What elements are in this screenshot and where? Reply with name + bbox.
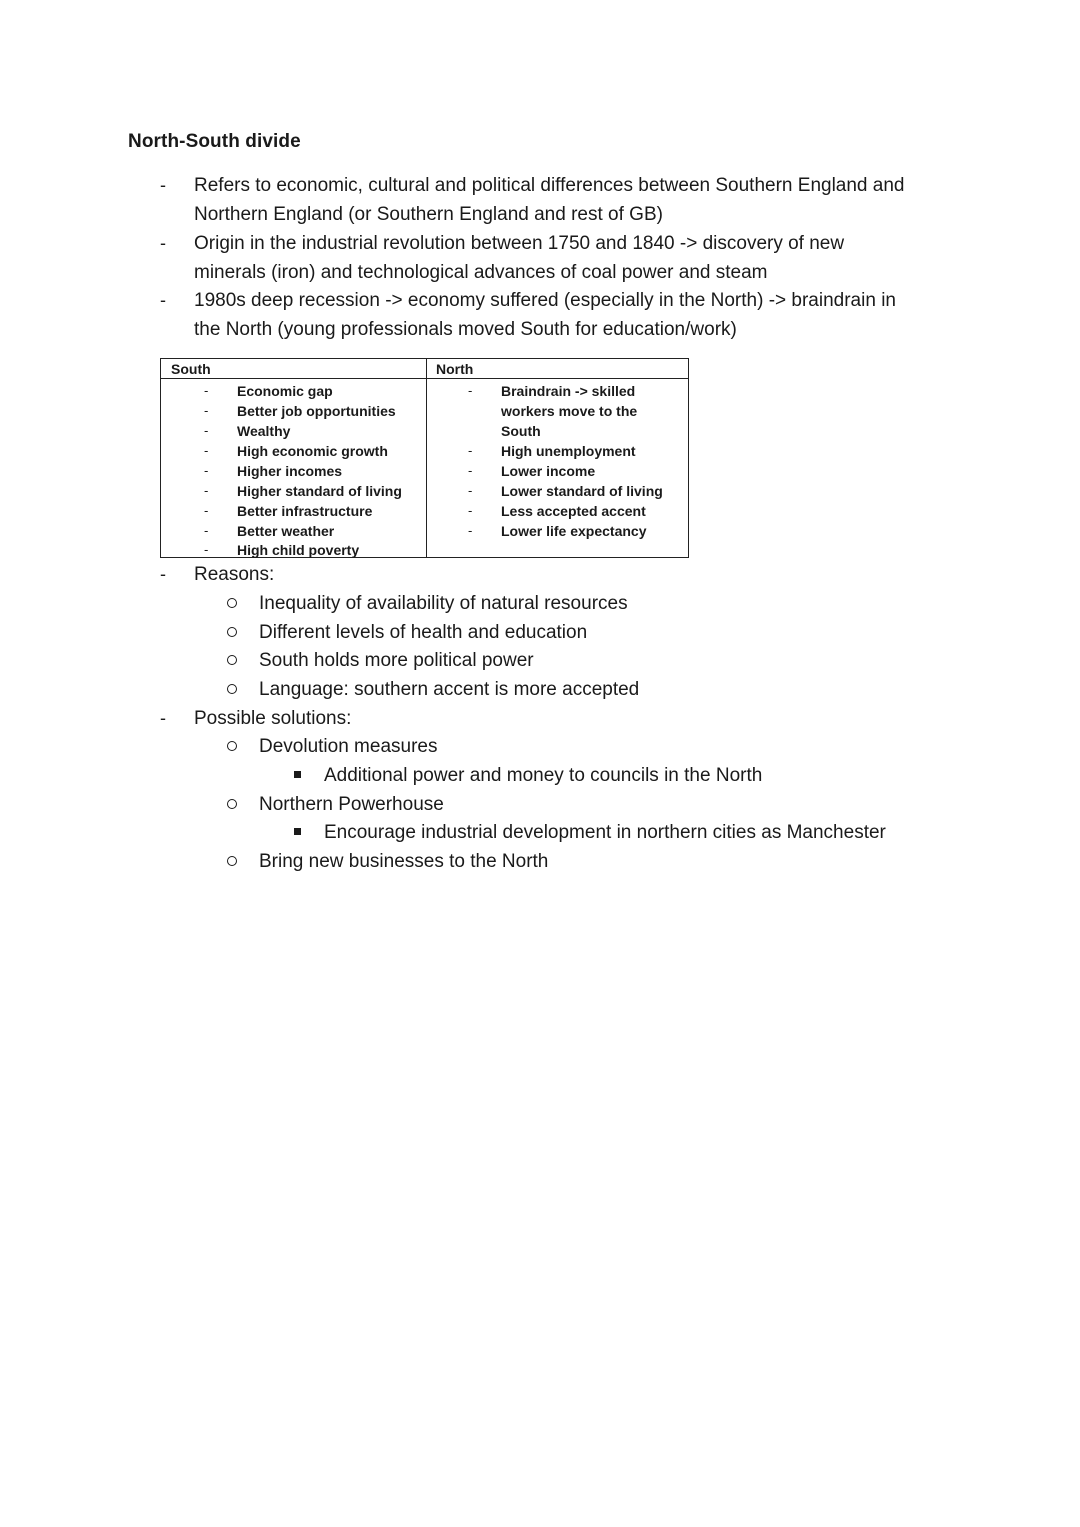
- square-bullet-icon: [294, 828, 301, 835]
- dash-marker: -: [160, 564, 166, 584]
- table-header-south: South: [171, 361, 211, 377]
- dash-marker: -: [204, 542, 209, 557]
- reason-text: Different levels of health and education: [259, 622, 588, 643]
- solution-text: Devolution measures: [259, 736, 438, 757]
- reason-text: South holds more political power: [259, 650, 534, 671]
- list-item: Lower standard of living: [501, 483, 663, 499]
- circle-bullet-icon: [227, 799, 237, 809]
- solution-text: Bring new businesses to the North: [259, 851, 549, 872]
- solution-detail: [0, 818, 1080, 847]
- dash-marker: -: [204, 423, 209, 438]
- list-item: Wealthy: [237, 423, 291, 439]
- reasons-label: Reasons:: [194, 564, 275, 585]
- dash-marker: -: [204, 443, 209, 458]
- reason-item: [0, 589, 1080, 618]
- list-item: Better weather: [237, 523, 335, 539]
- dash-marker: -: [204, 483, 209, 498]
- dash-marker: -: [468, 503, 473, 518]
- bullet-text: Origin in the industrial revolution between 1750 and 1840 -> discovery of new: [194, 233, 845, 254]
- bullet-text: Refers to economic, cultural and political differences between Southern England and: [194, 175, 905, 196]
- dash-marker: -: [204, 383, 209, 398]
- list-item: High child poverty: [237, 542, 360, 558]
- dash-marker: -: [204, 503, 209, 518]
- solutions-label: Possible solutions:: [194, 708, 352, 729]
- bullet-text: 1980s deep recession -> economy suffered (especially in the North) -> braindrain in: [194, 290, 896, 311]
- table-column-divider: [426, 359, 427, 557]
- table-header-divider: [161, 378, 688, 379]
- list-item: Lower income: [501, 463, 596, 479]
- circle-bullet-icon: [227, 598, 237, 608]
- dash-marker: -: [160, 175, 166, 195]
- dash-marker: -: [468, 523, 473, 538]
- circle-bullet-icon: [227, 627, 237, 637]
- reason-item: [0, 646, 1080, 675]
- reason-text: Language: southern accent is more accepted: [259, 679, 640, 700]
- list-item: High economic growth: [237, 443, 388, 459]
- dash-marker: -: [160, 708, 166, 728]
- reason-text: Inequality of availability of natural resources: [259, 593, 628, 614]
- page-title: North-South divide: [128, 131, 301, 152]
- circle-bullet-icon: [227, 741, 237, 751]
- list-item: workers move to the: [501, 403, 638, 419]
- solution-item: [0, 790, 1080, 819]
- dash-marker: -: [160, 290, 166, 310]
- list-item: Braindrain -> skilled: [501, 383, 636, 399]
- comparison-table: [160, 358, 689, 558]
- list-item: Less accepted accent: [501, 503, 646, 519]
- square-bullet-icon: [294, 771, 301, 778]
- reason-item: [0, 675, 1080, 704]
- circle-bullet-icon: [227, 655, 237, 665]
- solution-detail-text: Encourage industrial development in northern cities as Manchester: [324, 822, 886, 843]
- dash-marker: -: [204, 403, 209, 418]
- list-item: High unemployment: [501, 443, 636, 459]
- dash-marker: -: [204, 463, 209, 478]
- solution-text: Northern Powerhouse: [259, 794, 444, 815]
- list-item: Better job opportunities: [237, 403, 396, 419]
- dash-marker: -: [468, 483, 473, 498]
- list-item: Higher incomes: [237, 463, 343, 479]
- dash-marker: -: [160, 233, 166, 253]
- dash-marker: -: [468, 443, 473, 458]
- bullet-text: the North (young professionals moved South for education/work): [194, 319, 737, 340]
- list-item: South: [501, 423, 541, 439]
- solution-item: [0, 847, 1080, 876]
- solution-detail: [0, 761, 1080, 790]
- bullet-text: minerals (iron) and technological advances of coal power and steam: [194, 262, 768, 283]
- bullet-text: Northern England (or Southern England and rest of GB): [194, 204, 663, 225]
- dash-marker: -: [204, 523, 209, 538]
- table-header-north: North: [436, 361, 474, 377]
- list-item: Higher standard of living: [237, 483, 402, 499]
- dash-marker: -: [468, 463, 473, 478]
- list-item: Lower life expectancy: [501, 523, 647, 539]
- list-item: Economic gap: [237, 383, 333, 399]
- circle-bullet-icon: [227, 684, 237, 694]
- dash-marker: -: [468, 383, 473, 398]
- circle-bullet-icon: [227, 856, 237, 866]
- list-item: Better infrastructure: [237, 503, 373, 519]
- solution-item: [0, 732, 1080, 761]
- solution-detail-text: Additional power and money to councils in the North: [324, 765, 763, 786]
- reason-item: [0, 618, 1080, 647]
